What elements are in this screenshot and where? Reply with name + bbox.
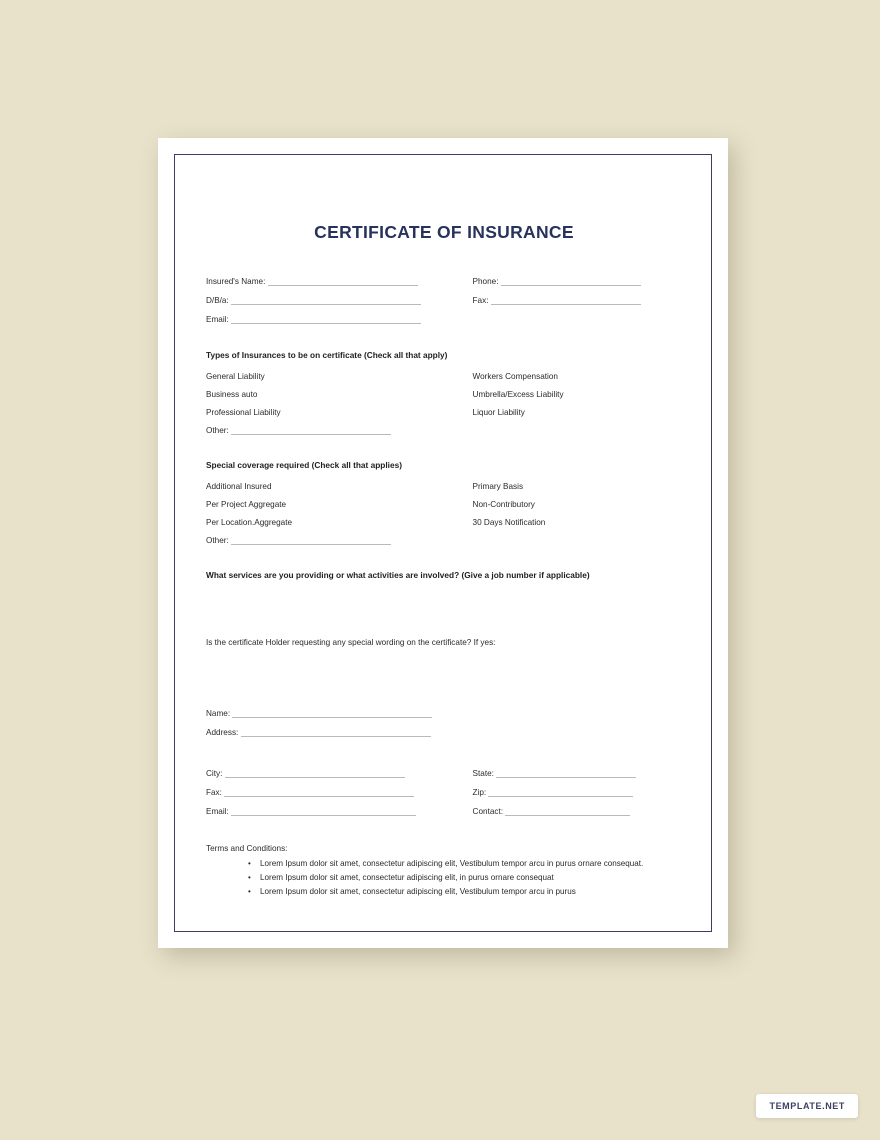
special-right-col [473,482,682,554]
checkbox-item[interactable]: Liquor Liability [472,408,525,418]
holder-fax-line[interactable] [224,788,414,797]
checkbox-item-other[interactable] [206,426,473,435]
list-item: • Lorem Ipsum dolor sit amet, consectetur adipiscing elit, Vestibulum tempor arcu in purus ornare consequat. [248,859,682,870]
phone-label: Phone: [472,277,499,286]
holder-city-line[interactable] [225,769,405,778]
holder-zip-col [473,788,682,807]
checkbox-item[interactable]: Per Location.Aggregate [206,518,293,528]
holder-address-spacer [473,728,682,747]
holder-address-line[interactable] [241,728,431,737]
email-col [206,315,473,334]
holder-contact-block [206,709,682,826]
holder-fax-col [206,788,473,807]
checkbox-item[interactable]: Workers Compensation [472,372,558,382]
holder-address-row [206,728,682,747]
services-answer-area[interactable] [206,580,682,638]
holder-city-row [206,769,682,788]
holder-email-label: Email: [206,807,229,817]
checkbox-item[interactable]: Umbrella/Excess Liability [472,390,564,400]
holder-zip-line[interactable] [488,788,633,797]
document-body [206,184,682,914]
holder-city-label: City: [206,769,223,779]
checkbox-item[interactable]: Additional Insured [206,482,272,492]
checkbox-item[interactable]: Business auto [206,390,258,400]
holder-name-row [206,709,682,728]
holder-city-field[interactable] [206,769,473,778]
list-item: • Lorem Ipsum dolor sit amet, consectetur adipiscing elit, in purus ornare consequat [248,873,682,884]
checkbox-item[interactable]: Per Project Aggregate [206,500,287,510]
document-page [158,138,728,948]
holder-state-line[interactable] [496,769,636,778]
special-row [206,482,682,554]
insured-section [206,277,682,334]
fax-field[interactable] [473,296,682,305]
wording-question: Is the certificate Holder requesting any special wording on the certificate? If yes: [206,638,496,648]
insured-name-label: Insured's Name: [206,277,266,286]
special-other-label: Other: [206,536,229,546]
checkbox-item[interactable]: Non-Contributory [472,500,535,510]
holder-email-line[interactable] [231,807,416,816]
holder-email-col [206,807,473,826]
phone-field[interactable] [473,277,682,286]
email-line[interactable] [231,315,421,324]
insured-row-3 [206,315,682,334]
checkbox-item[interactable]: 30 Days Notification [472,518,546,528]
holder-zip-field[interactable] [473,788,682,797]
special-heading: Special coverage required (Check all that applies) [206,460,402,471]
dba-label: D/B/a: [206,296,229,306]
insured-name-field[interactable] [206,277,473,286]
checkbox-item-other[interactable] [206,536,473,545]
types-left-col [206,372,473,444]
list-item: • Lorem Ipsum dolor sit amet, consectetur adipiscing elit, Vestibulum tempor arcu in purus [248,887,682,898]
terms-list [206,859,682,898]
checkbox-item[interactable]: General Liability [206,372,265,382]
types-right-col [473,372,682,444]
types-row [206,372,682,444]
holder-name-label: Name: [206,709,231,719]
holder-fax-row [206,788,682,807]
special-left-col [206,482,473,554]
insured-name-col [206,277,473,296]
holder-state-field[interactable] [473,769,682,778]
holder-email-field[interactable] [206,807,473,816]
holder-contact-line[interactable] [505,807,630,816]
checkbox-item[interactable]: Professional Liability [206,408,281,418]
types-other-label: Other: [206,426,229,436]
phone-line[interactable] [501,277,641,286]
holder-contact-label: Contact: [472,807,504,817]
holder-state-col [473,769,682,788]
email-field[interactable] [206,315,473,324]
dba-field[interactable] [206,296,473,305]
holder-address-col [206,728,473,747]
email-spacer [473,315,682,334]
special-other-line[interactable] [231,536,391,545]
holder-name-spacer [473,709,682,728]
insured-row-1 [206,277,682,296]
insured-row-2 [206,296,682,315]
types-other-line[interactable] [231,426,391,435]
services-question: What services are you providing or what activities are involved? (Give a job number if applicable) [206,570,590,581]
fax-label: Fax: [472,296,489,306]
holder-address-label: Address: [206,728,239,738]
types-heading: Types of Insurances to be on certificate (Check all that apply) [206,350,448,361]
fax-col [473,296,682,315]
holder-city-col [206,769,473,788]
holder-fax-label: Fax: [206,788,222,798]
dba-line[interactable] [231,296,421,305]
holder-contact-field[interactable] [473,807,682,816]
holder-name-field[interactable] [206,709,473,718]
holder-address-field[interactable] [206,728,473,737]
holder-contact-col [473,807,682,826]
watermark-badge: TEMPLATE.NET [756,1094,858,1118]
email-label: Email: [206,315,229,325]
holder-zip-label: Zip: [472,788,487,798]
terms-title: Terms and Conditions: [206,844,288,854]
holder-fax-field[interactable] [206,788,473,797]
holder-name-col [206,709,473,728]
holder-name-line[interactable] [232,709,432,718]
fax-line[interactable] [491,296,641,305]
holder-email-row [206,807,682,826]
insured-name-line[interactable] [268,277,418,286]
holder-state-label: State: [472,769,494,779]
checkbox-item[interactable]: Primary Basis [472,482,524,492]
page-title: CERTIFICATE OF INSURANCE [314,222,574,242]
phone-col [473,277,682,296]
dba-col [206,296,473,315]
